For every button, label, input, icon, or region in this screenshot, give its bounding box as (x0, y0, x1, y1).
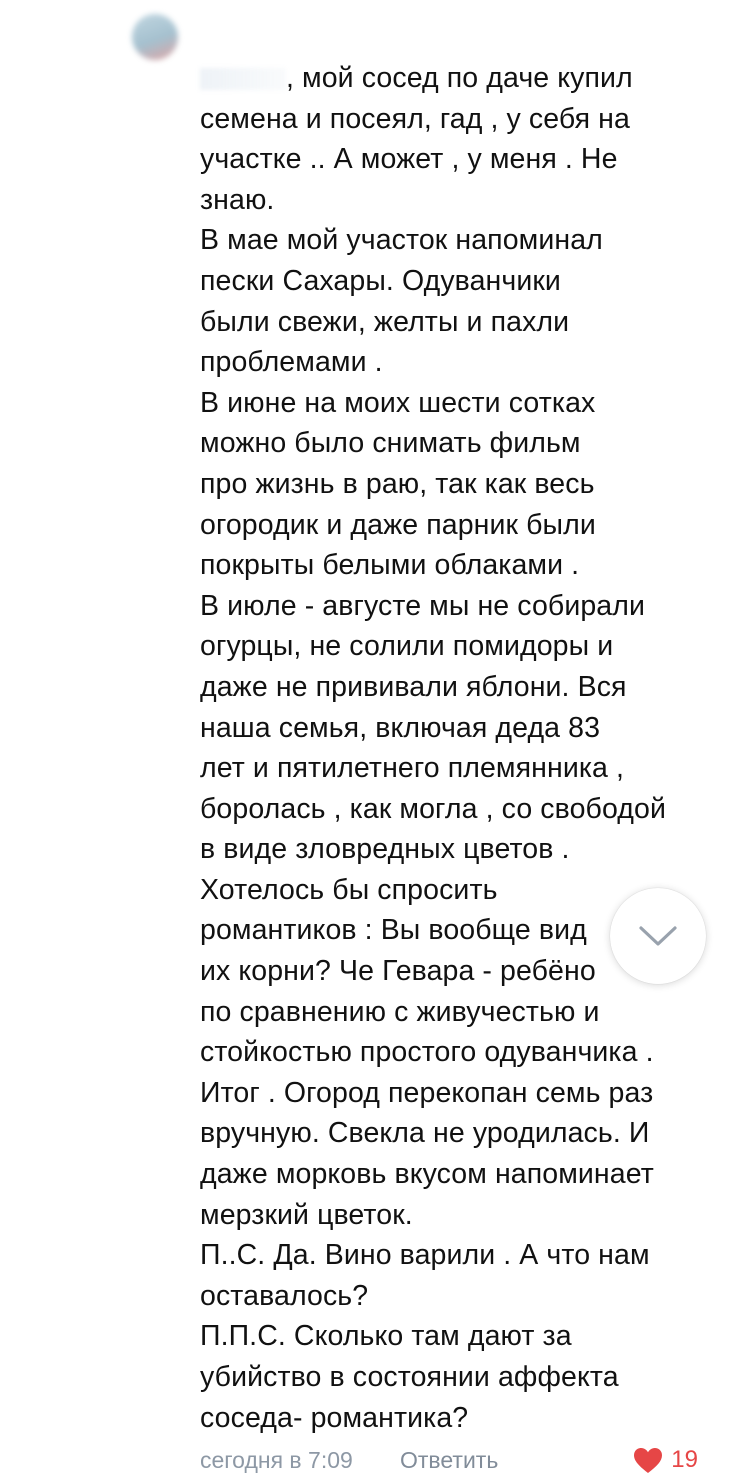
comment-line: можно было снимать фильм (200, 427, 581, 460)
scroll-down-button[interactable] (610, 888, 706, 984)
comment-timestamp: сегодня в 7:09 (200, 1447, 353, 1473)
comment-line: В июне на моих шести сотках (200, 386, 596, 419)
comment-line: вручную. Свекла не уродилась. И (200, 1117, 650, 1150)
comment-line: лет и пятилетнего племянника , (200, 752, 625, 785)
comment-line: убийство в состоянии аффекта (200, 1361, 619, 1393)
chevron-down-icon (638, 924, 678, 948)
comment-line: Итог . Огород перекопан семь раз (200, 1076, 654, 1109)
redacted-name (200, 68, 286, 90)
comment-line: про жизнь в раю, так как весь (200, 467, 595, 500)
comment-line: покрыты белыми облаками . (200, 549, 580, 582)
comment-line: мерзкий цветок. (200, 1198, 413, 1231)
comment-line: П.П.С. Сколько там дают за (200, 1320, 572, 1353)
avatar[interactable] (132, 14, 178, 60)
comment-line: огурцы, не солили помидоры и (200, 630, 614, 663)
likes-count: 19 (671, 1446, 698, 1473)
comment-line: романтиков : Вы вообще вид (200, 914, 587, 947)
heart-icon (633, 1447, 663, 1474)
comment-line: огородик и даже парник были (200, 508, 596, 541)
comment-line: семена и посеял, гад , у себя на (200, 102, 630, 135)
comment-line: В мае мой участок напоминал (200, 224, 603, 257)
comment-line: П..С. Да. Вино варили . А что нам (200, 1239, 650, 1272)
reply-button[interactable]: Ответить (400, 1447, 499, 1473)
comment-line: даже морковь вкусом напоминает (200, 1158, 654, 1191)
comment-line: в виде зловредных цветов . (200, 833, 570, 866)
comment-line: их корни? Че Гевара - ребёно (200, 955, 596, 988)
comment-line: В июле - августе мы не собирали (200, 589, 645, 622)
comment-line: проблемами . (200, 346, 383, 379)
comment-line: стойкостью простого одуванчика . (200, 1036, 654, 1069)
comment-line: даже не прививали яблони. Вся (200, 670, 627, 703)
author-name[interactable] (196, 18, 526, 38)
comment-text (200, 58, 710, 1438)
like-button[interactable] (633, 1442, 698, 1478)
comment-footer (200, 1442, 710, 1478)
comment-line: пески Сахары. Одуванчики (200, 264, 561, 297)
comment-line: соседа- романтика? (200, 1401, 469, 1434)
comment-line: были свежи, желты и пахли (200, 305, 570, 338)
comment-line: боролась , как могла , со свободой (200, 792, 666, 825)
comment-line: , мой сосед по даче купил (200, 58, 710, 99)
comment-line: оставалось? (200, 1279, 369, 1312)
comment-line: по сравнению с живучестью и (200, 995, 600, 1028)
comment-line: Хотелось бы спросить (200, 873, 498, 906)
comment-line: участке .. А может , у меня . Не (200, 143, 618, 176)
comment-line: знаю. (200, 183, 275, 216)
comment-line: наша семья, включая деда 83 (200, 711, 601, 744)
